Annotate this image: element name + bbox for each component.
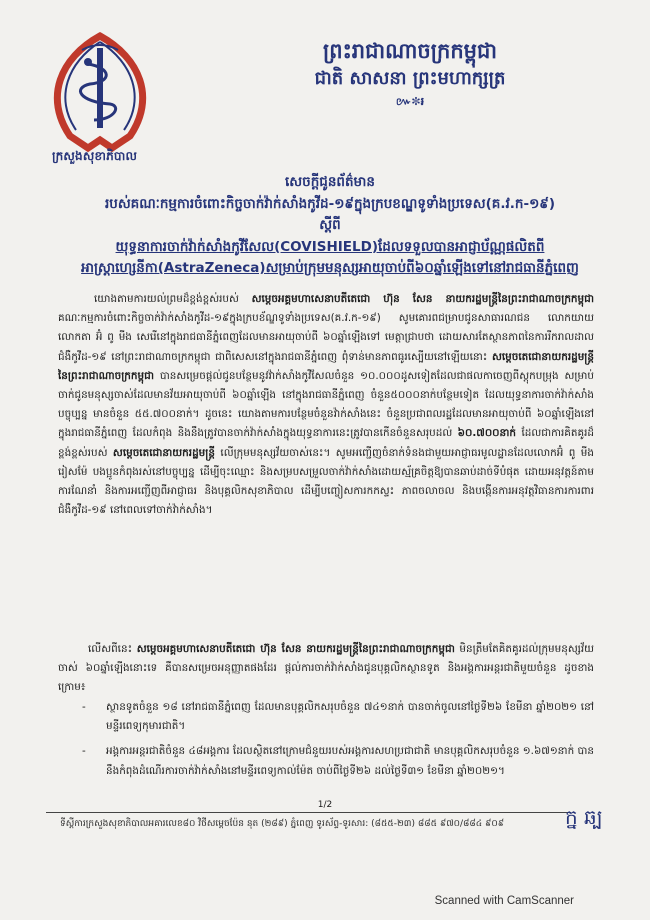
ministry-name: ក្រសួងសុខាភិបាល	[52, 149, 138, 163]
scanner-watermark: Scanned with CamScanner	[434, 895, 574, 907]
footer-address: ទីស្តីការក្រសួងសុខាភិបាលអគារលេខ៨០ វិថីសម្ដេចប៉ែន នុត (២៨៩) ភ្នំពេញ ទូរស័ព្ទ-ទូរសារ: (៨៥៥-២៣) ៨៨៥ ៩៧០/៨៨៤ ៩០៩	[60, 819, 505, 829]
bullet-list	[82, 698, 594, 787]
list-item	[82, 698, 594, 736]
document-title: សេចក្តីជូនព័ត៌មាន	[285, 174, 375, 190]
p1-emphasis-pm-ref: សម្តេចតេជោនាយករដ្ឋមន្ត្រី	[112, 446, 215, 459]
ministry-of-health-logo	[30, 28, 170, 152]
paragraph-2	[58, 640, 594, 698]
document-heading	[60, 172, 600, 280]
p2-text-a: លើសពីនេះ	[88, 643, 137, 655]
p1-text-e: បានសម្រេចផ្តល់ជូនបន្ថែមនូវវ៉ាក់សាំងកូវីសែលចំនួន ១០.០០០ដូសទៀតដែលជាផលកាចេញពីស្តុកបម្រុង សម្រាប់ចាក់ជូនមនុស្សចាស់ដែលមានវ័យអាយុចាប់ពី ៦០ឆ្នាំឡើង នៅក្នុងរាជធានីភ្នំពេញ ចំនួន៥០០០នាក់បន្ថែមទៀត ដែលយុទ្ធនាការចាក់វ៉ាក់សាំងបច្ចុប្បន្ន មានចំនួន ៥៥.៧០០នាក់។ ដូចនេះ យោងតាមការបន្ថែមចំនួនវ៉ាក់សាំងនេះ ចំនួនប្រជាពលរដ្ឋដែលមានអាយុចាប់ពី ៦០ឆ្នាំឡើងនៅក្នុងរាជធានីភ្នំពេញ ដែលកំពុង និងនឹងត្រូវបានចាក់វ៉ាក់សាំងក្នុងយុទ្ធនាការនេះត្រូវបានកើនចំនួនសរុបដល់	[58, 369, 594, 440]
bullet-dash: -	[82, 745, 86, 758]
p1-text-c: គណៈកម្មការចំពោះកិច្ចចាក់វ៉ាក់សាំងកូវីដ-១៩ក្នុងក្របខ័ណ្ឌទូទាំងប្រទេស(គ.វ.ក-១៩) សូមគោរពជម្រាបជូនសាធារណជន លោកយាយ លោកតា អ៊ំ ពូ មីង សេរើនៅក្នុងរាជធានីភ្នំពេញដែលមានអាយុចាប់ពី ៦០ឆ្នាំឡើងទៅ មេត្តាជ្រាបថា ដោយសារតែស្ថានភាពនៃការរីករាលដាលជំងឺកូវីដ-១៩ នៅព្រះរាជាណាចក្រកម្ពុជា ជាពិសេសនៅក្នុងរាជធានីភ្នំពេញ ពុំទាន់មានភាពធូរស្បើយនៅឡើយនោះ	[58, 312, 594, 363]
p1-emphasis-total: ៦០.៧០០នាក់	[457, 427, 517, 440]
p1-text-g: ដែលជាការគិតគូរដ៏ខ្ពង់ខ្ពស់របស់	[58, 427, 594, 459]
initials-signature: ក្ន ឆ្ប	[565, 805, 603, 829]
kingdom-title: ព្រះរាជាណាចក្រកម្ពុជា	[322, 39, 497, 63]
footer-divider	[46, 812, 571, 813]
committee-line: របស់គណៈកម្មការចំពោះកិច្ចចាក់វ៉ាក់សាំងកូវីដ-១៩ក្នុងក្របខណ្ឌទូទាំងប្រទេស(គ.វ.ក-១៩)	[104, 195, 556, 212]
ornament: ៚✼៛	[395, 95, 425, 108]
kingdom-header	[240, 38, 580, 110]
subject-line-2: អាស្ត្រាហ្សេនីកា(AstraZeneca)សម្រាប់ក្រុមមនុស្សអាយុចាប់ពី៦០ឆ្នាំឡើងទៅនៅរាជធានីភ្នំពេញ	[81, 260, 579, 276]
p1-text-a: យោងតាមការយល់ព្រមដ៏ខ្ពង់ខ្ពស់របស់	[94, 293, 252, 305]
p2-emphasis-pm-title: សម្តេចអគ្គមហាសេនាបតីតេជោ ហ៊ុន សែន នាយករដ្ឋមន្ត្រីនៃព្រះរាជាណាចក្រកម្ពុជា	[136, 643, 455, 655]
p1-emphasis-pm-title: សម្តេចអគ្គមហាសេនាបតីតេជោ ហ៊ុន សែន នាយករដ្ឋមន្ត្រីនៃព្រះរាជាណាចក្រកម្ពុជា	[251, 293, 594, 305]
paragraph-1	[58, 290, 594, 640]
p1-text-i: លើក្រុមមនុស្សវ័យចាស់នេះ។ សូមអញ្ជើញចំនាក់ទំនងជាមួយអាជ្ញាធរមូលដ្ឋានដែលលោកអ៊ំ ពូ មីង រៀសម៉ែ បងប្អូនកំពុងរស់នៅបច្ចុប្បន្ន ដើម្បីចុះឈ្មោះ និងសម្របសម្រួលចាក់វ៉ាក់សាំងដោយស្ម័គ្រចិត្តឱ្យបានឆាប់ដាច់ទីបំផុត ដោយអនុវត្តន៍តាមការណែនាំ និងការអញ្ជើញពីអាជ្ញាធរ និងបុគ្គលិកសុខាភិបាល ដើម្បីបញ្ចៀសការកកស្ទះ ភាពចលាចល និងបង្កើនការអនុវត្តវិធានការការពារជំងឺកូវីដ-១៩ នៅពេលទៅចាក់វ៉ាក់សាំង។	[58, 446, 594, 517]
p1-emphasis-pm-short: សម្តេចតេជោនាយករដ្ឋមន្ត្រីនៃព្រះរាជាណាចក្រកម្ពុជា	[58, 350, 594, 382]
bullet-dash: -	[82, 701, 86, 713]
p2-text-c: មិនត្រឹមតែគិតគូរដល់ក្រុមមនុស្សវ័យចាស់ ៦០ឆ្នាំឡើងនោះទេ គឺបានសម្រេចអនុញ្ញាតផងដែរ ផ្តល់ការចាក់វ៉ាក់សាំងជូនបុគ្គលិកស្ថានទូត និងអង្គការអន្តរជាតិមួយចំនួន ដូចខាងក្រោម៖	[58, 643, 594, 694]
national-motto: ជាតិ សាសនា ព្រះមហាក្សត្រ	[314, 68, 506, 89]
page-number: 1/2	[317, 800, 333, 810]
regarding-label: ស្តីពី	[319, 217, 341, 233]
bullet-text: អង្គការអន្តរជាតិចំនួន ៤៨អង្គការ ដែលស្ថិតនៅក្រោមជំនួយរបស់អង្គការសហប្រជាជាតិ មានបុគ្គលិកសរុបចំនួន ១.៦៧១នាក់ បាននឹងកំពុងដំណើរការចាក់វ៉ាក់សាំងនៅមន្ទីរពេទ្យកាល់ម៉ែត ចាប់ពីថ្ងៃទី២៦ ដល់ថ្ងៃទី៣១ ខែមីនា ឆ្នាំ២០២១។	[106, 745, 594, 777]
subject-line-1: យុទ្ធនាការចាក់វ៉ាក់សាំងកូវីសែល(COVISHIELD)ដែលទទួលបានអាជ្ញាប័ណ្ណផលិតពី	[115, 238, 545, 255]
list-item	[82, 742, 594, 780]
bullet-text: ស្ថានទូតចំនួន ១៨ នៅរាជធានីភ្នំពេញ ដែលមានបុគ្គលិកសរុបចំនួន ៧៤១នាក់ បានចាក់ចូលនៅថ្ងៃទី២៦ ខែមីនា ឆ្នាំ២០២១ នៅមន្ទីរពេទ្យកុមារជាតិ។	[106, 701, 594, 733]
